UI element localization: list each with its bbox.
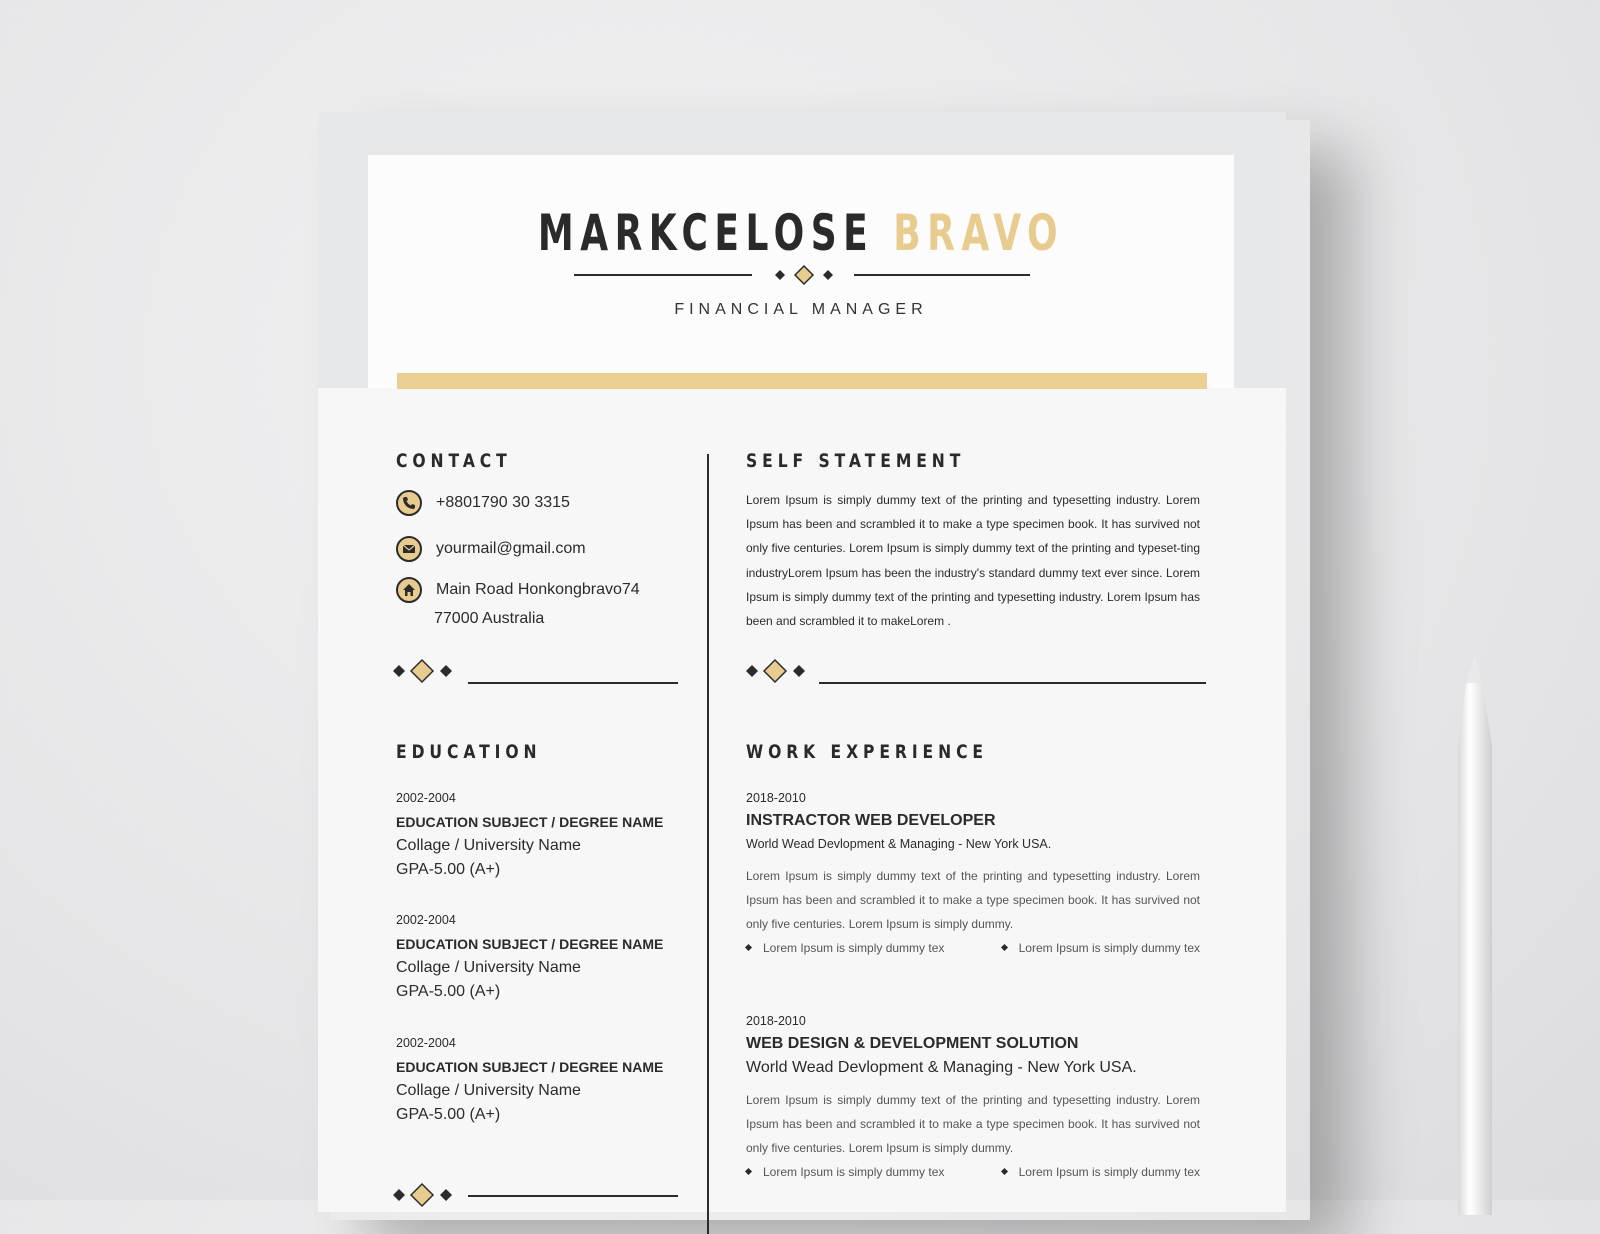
education-gpa: GPA-5.00 (A+) — [396, 861, 501, 878]
contact-phone — [396, 490, 570, 516]
header-card — [368, 155, 1234, 388]
education-years: 2002-2004 — [396, 791, 456, 805]
self-statement-text: Lorem Ipsum is simply dummy text of the printing and typesetting industry. Lorem Ipsum has been and scrambled it to make a type specimen book. It has survived not only five centuries. Lorem Ipsum is simply dummy text of the printing and typeset-ting industryLorem Ipsum has been the industry's standard dummy text ever since. Lorem Ipsum is simply dummy text of the printing and typesetting industry. Lorem Ipsum has been and scrambled it to makeLorem . — [746, 493, 1200, 629]
address-line2: 77000 Australia — [434, 610, 545, 627]
bullet-item — [746, 1165, 944, 1179]
separator-line — [819, 682, 1206, 684]
resume-name — [489, 203, 1113, 263]
education-school: Collage / University Name — [396, 1082, 581, 1099]
name-rule-right — [854, 274, 1030, 276]
diamond-ornament-icon — [765, 264, 845, 286]
work-description: Lorem Ipsum is simply dummy text of the printing and typesetting industry. Lorem Ipsum has been and scrambled it to make a type specimen book. It has survived not only five centuries. Lorem Ipsum is simply dummy. — [746, 869, 1200, 932]
column-divider — [707, 454, 709, 1234]
contact-email — [396, 536, 586, 562]
work-role: INSTRACTOR WEB DEVELOPER — [746, 812, 996, 829]
bullet-icon — [745, 1168, 752, 1175]
envelope-icon — [396, 536, 422, 562]
bullet-text: Lorem Ipsum is simply dummy tex — [763, 940, 945, 955]
work-company: World Wead Devlopment & Managing - New York USA. — [746, 837, 1052, 851]
diamond-ornament-icon — [745, 658, 815, 684]
bullet-item — [1002, 1165, 1200, 1179]
education-years: 2002-2004 — [396, 913, 456, 927]
bullet-text: Lorem Ipsum is simply dummy tex — [763, 1164, 945, 1179]
bullet-item — [746, 941, 944, 955]
work-bullets — [746, 941, 1200, 955]
work-experience-title: WORK EXPERIENCE — [746, 741, 989, 763]
contact-title: CONTACT — [396, 450, 512, 472]
stylus-pencil-icon — [1452, 655, 1498, 1215]
bullet-item — [1002, 941, 1200, 955]
education-years: 2002-2004 — [396, 1036, 456, 1050]
education-gpa: GPA-5.00 (A+) — [396, 983, 501, 1000]
email-text: yourmail@gmail.com — [436, 540, 586, 557]
phone-icon — [396, 490, 422, 516]
name-rule-left — [574, 274, 752, 276]
work-description: Lorem Ipsum is simply dummy text of the printing and typesetting industry. Lorem Ipsum has been and scrambled it to make a type specimen book. It has survived not only five centuries. Lorem Ipsum is simply dummy. — [746, 1093, 1200, 1156]
education-item — [396, 912, 696, 1002]
education-item — [396, 790, 696, 880]
education-item — [396, 1035, 696, 1125]
work-item — [746, 1013, 1200, 1179]
last-name: BRAVO — [893, 204, 1065, 262]
self-statement-title: SELF STATEMENT — [746, 450, 966, 472]
bullet-icon — [745, 944, 752, 951]
resume-page — [318, 112, 1286, 1212]
phone-text: +8801790 30 3315 — [436, 494, 570, 511]
bullet-icon — [1001, 944, 1008, 951]
work-years: 2018-2010 — [746, 1014, 806, 1028]
work-company: World Wead Devlopment & Managing - New York USA. — [746, 1059, 1137, 1076]
address-line1: Main Road Honkongbravo74 — [436, 581, 640, 598]
home-icon — [396, 577, 422, 603]
job-title: FINANCIAL MANAGER — [674, 301, 928, 318]
education-title: EDUCATION — [396, 741, 542, 763]
work-role: WEB DESIGN & DEVELOPMENT SOLUTION — [746, 1035, 1079, 1052]
bullet-text: Lorem Ipsum is simply dummy tex — [1018, 1164, 1200, 1179]
separator-line — [468, 682, 678, 684]
contact-address — [396, 577, 640, 603]
bullet-text: Lorem Ipsum is simply dummy tex — [1018, 940, 1200, 955]
education-school: Collage / University Name — [396, 837, 581, 854]
education-subject: EDUCATION SUBJECT / DEGREE NAME — [396, 1059, 664, 1075]
education-subject: EDUCATION SUBJECT / DEGREE NAME — [396, 936, 664, 952]
education-gpa: GPA-5.00 (A+) — [396, 1106, 501, 1123]
work-years: 2018-2010 — [746, 791, 806, 805]
first-name: MARKCELOSE — [537, 204, 875, 262]
diamond-ornament-icon — [392, 658, 462, 684]
bullet-icon — [1001, 1168, 1008, 1175]
work-bullets — [746, 1165, 1200, 1179]
education-subject: EDUCATION SUBJECT / DEGREE NAME — [396, 814, 664, 830]
accent-bar — [397, 373, 1207, 389]
work-item — [746, 790, 1200, 955]
separator-line — [468, 1195, 678, 1197]
education-school: Collage / University Name — [396, 959, 581, 976]
diamond-ornament-icon — [392, 1182, 462, 1208]
